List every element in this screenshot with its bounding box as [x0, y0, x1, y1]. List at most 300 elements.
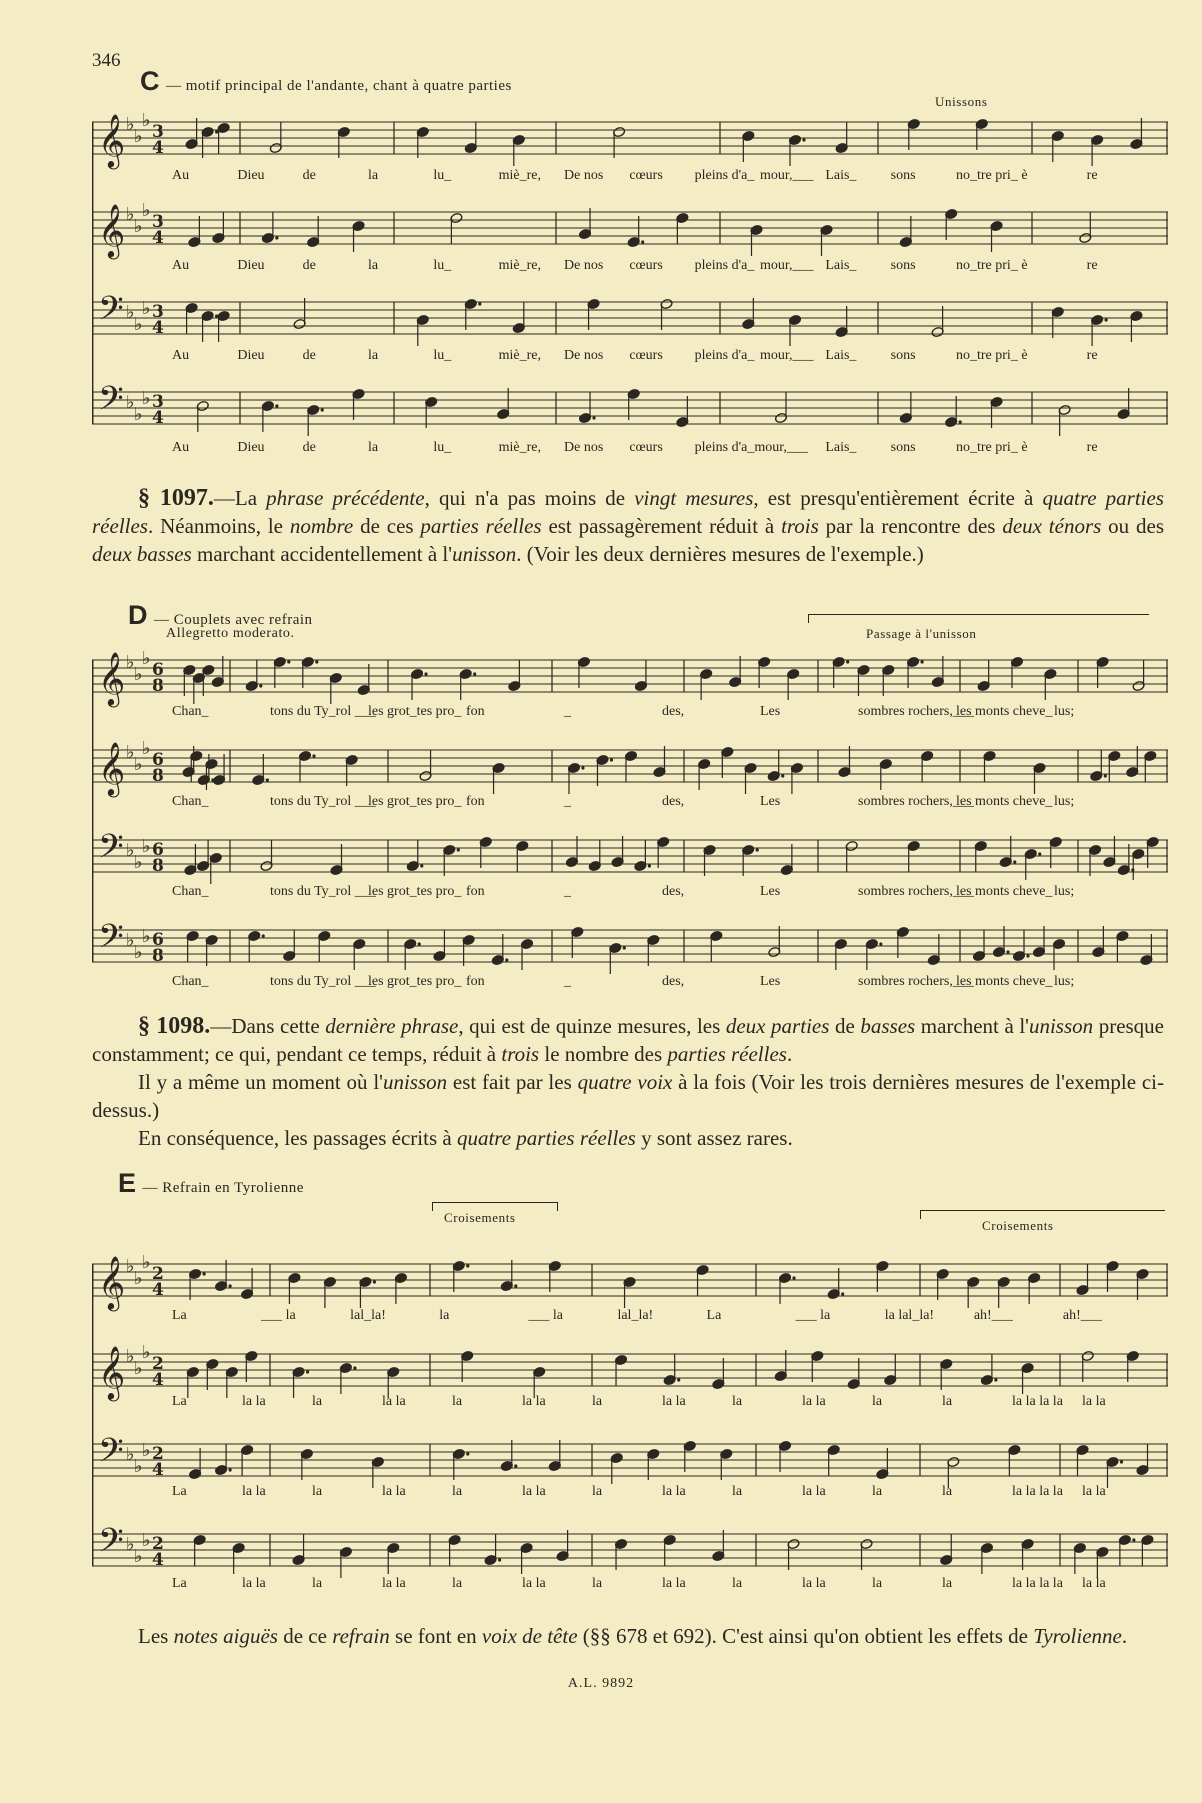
lyric-syllable: la: [312, 1394, 323, 1409]
lyric-syllable: les grot_tes pro_: [368, 974, 462, 989]
lyric-syllable: è: [1021, 258, 1028, 273]
lyric-syllable: la la: [242, 1576, 266, 1591]
lyric-syllable: la: [872, 1576, 883, 1591]
lyric-syllable: la la: [802, 1484, 826, 1499]
lyric-syllable: Dieu: [237, 440, 265, 455]
lyric-syllable: cœurs: [629, 440, 663, 455]
lyric-syllable: lu_: [433, 258, 452, 273]
lyric-syllable: sombres rochers,___: [858, 794, 974, 809]
flat-icon: ♭: [142, 738, 151, 759]
lyric-syllable: lu_: [433, 168, 452, 183]
section-d-letter: D: [128, 600, 148, 630]
lyric-syllable: la la la la: [1012, 1576, 1063, 1591]
lyric-syllable: Au: [172, 258, 190, 273]
flat-icon: ♭: [134, 1456, 143, 1477]
dot: [792, 1276, 795, 1279]
lyric-syllable: la la: [662, 1484, 686, 1499]
flat-icon: ♭: [126, 840, 135, 861]
lyric-syllable: la: [942, 1576, 953, 1591]
dot: [229, 1468, 232, 1471]
lyric-syllable: de: [302, 440, 316, 455]
staff-graphic-d: [92, 648, 1168, 1000]
lyric-syllable: sons: [890, 440, 916, 455]
lyric-syllable: la: [732, 1484, 743, 1499]
lyric-syllable: Au: [172, 168, 190, 183]
lyric-syllable: mour,___: [760, 258, 814, 273]
lyric-syllable: Au: [172, 440, 190, 455]
lyric-syllable: Dieu: [237, 348, 265, 363]
lyric-syllable: sons: [890, 348, 916, 363]
lyric-syllable: tons du Ty_rol ___: [270, 884, 376, 899]
bass-clef-icon: 𝄢: [98, 1522, 124, 1568]
flat-icon: ♭: [126, 302, 135, 323]
section-d-title: — Couplets avec refrain: [154, 612, 313, 628]
lyric-syllable: ___ la: [795, 1308, 831, 1323]
lyric-syllable: tons du Ty_rol ___: [270, 704, 376, 719]
lyric-syllable: Chan_: [172, 704, 209, 719]
lyric-syllable: pleins d'a_: [694, 258, 755, 273]
lyric-syllable: la la: [802, 1576, 826, 1591]
lyric-syllable: De nos: [564, 348, 604, 363]
flat-icon: ♭: [134, 314, 143, 335]
lyric-syllable: La: [172, 1576, 187, 1591]
lyric-syllable: lal_la!: [617, 1308, 654, 1323]
lyric-syllable: la: [452, 1394, 463, 1409]
lyric-syllable: sons: [890, 258, 916, 273]
dot: [1120, 1460, 1123, 1463]
time-signature-top: 3: [152, 122, 164, 142]
section-c-heading: [140, 66, 512, 97]
lyric-syllable: la la: [1082, 1576, 1106, 1591]
section-e-cross-label-1: Croisements: [444, 1210, 516, 1225]
score-system-e: [92, 1236, 1168, 1606]
time-signature-bottom: 8: [152, 856, 164, 876]
treble-clef-icon: 𝄞: [98, 651, 126, 705]
dot: [1132, 1538, 1135, 1541]
dot: [266, 778, 269, 781]
dot: [424, 672, 427, 675]
staves-group: [92, 1252, 1168, 1578]
lyric-syllable: è: [1021, 440, 1028, 455]
time-signature-bottom: 4: [152, 1370, 164, 1390]
dot: [920, 660, 923, 663]
lyric-syllable: la la: [382, 1484, 406, 1499]
lyric-syllable: _: [564, 704, 571, 719]
lyric-syllable: la lal_la!: [884, 1308, 935, 1323]
score-system-c: [92, 100, 1168, 460]
flat-icon: ♭: [142, 388, 151, 409]
lyric-syllable: la: [942, 1394, 953, 1409]
lyric-syllable: des,: [662, 884, 685, 899]
bass-clef-icon: 𝄢: [98, 828, 124, 874]
lyric-syllable: _: [564, 884, 571, 899]
lyric-syllable: pleins d'a_mour,___: [694, 440, 808, 455]
lyric-syllable: tons du Ty_rol ___: [270, 974, 376, 989]
dot: [581, 766, 584, 769]
lyric-syllable: des,: [662, 974, 685, 989]
lyric-syllable: de: [302, 348, 316, 363]
lyric-syllable: la: [592, 1394, 603, 1409]
lyric-syllable: Dieu: [237, 258, 265, 273]
lyric-syllable: cœurs: [629, 168, 663, 183]
flat-icon: ♭: [126, 930, 135, 951]
lyric-syllable: re: [1086, 168, 1098, 183]
dot: [478, 302, 481, 305]
section-e-cross-label-2: Croisements: [982, 1218, 1054, 1233]
lyric-syllable: la: [368, 348, 379, 363]
lyric-syllable: Les: [760, 794, 781, 809]
time-signature-bottom: 4: [152, 138, 164, 158]
treble-clef-icon: 𝄞: [98, 1345, 126, 1399]
lyric-syllable: la la: [382, 1576, 406, 1591]
lyric-syllable: sombres rochers,___: [858, 884, 974, 899]
dot: [781, 774, 784, 777]
section-e-heading: [118, 1168, 304, 1199]
lyric-syllable: ah!___: [1062, 1308, 1102, 1323]
lyric-syllable: fon: [466, 884, 485, 899]
dot: [641, 240, 644, 243]
dot: [623, 946, 626, 949]
paragraph-1098: § 1098.—Dans cette dernière phrase, qui est de quinze mesures, les deux parties de basses marchent à l'unisson presque constamment; ce qui, pendant ce temps, réduit à trois le nombre des parties réelles. Il y a même un moment où l'unisson est fait par les quatre voix à la fois (Voir les trois dernières mesures de l'exemple ci-dessus.) En conséquence, les passages écrits à quatre parties réelles y sont assez rares.: [92, 1013, 1165, 1150]
dot: [315, 660, 318, 663]
time-signature-top: 6: [152, 930, 164, 950]
time-signature-bottom: 4: [152, 318, 164, 338]
dot: [418, 942, 421, 945]
lyric-syllable: miè_re,: [498, 348, 542, 363]
treble-clef-icon: 𝄞: [98, 1255, 126, 1309]
dot: [203, 1272, 206, 1275]
lyric-syllable: les monts cheve_: [956, 704, 1053, 719]
flat-icon: ♭: [142, 1342, 151, 1363]
lyric-syllable: la: [872, 1484, 883, 1499]
staves-group: [92, 648, 1168, 974]
lyric-syllable: la la: [1082, 1394, 1106, 1409]
lyric-syllable: la: [312, 1484, 323, 1499]
lyric-syllable: re: [1086, 348, 1098, 363]
lyric-syllable: miè_re,: [498, 258, 542, 273]
lyric-syllable: Lais_: [825, 258, 857, 273]
lyric-syllable: les grot_tes pro_: [368, 884, 462, 899]
time-signature-bottom: 8: [152, 676, 164, 696]
dot: [514, 1284, 517, 1287]
dot: [846, 660, 849, 663]
lyric-syllable: fon: [466, 704, 485, 719]
dot: [879, 942, 882, 945]
flat-icon: ♭: [142, 110, 151, 131]
time-signature-bottom: 4: [152, 1550, 164, 1570]
bass-clef-icon: 𝄢: [98, 918, 124, 964]
lyric-syllable: la la: [522, 1394, 546, 1409]
dot: [312, 754, 315, 757]
lyric-syllable: la: [368, 440, 379, 455]
dot: [505, 958, 508, 961]
dot: [677, 1378, 680, 1381]
time-signature-top: 2: [152, 1534, 164, 1554]
dot: [215, 130, 218, 133]
dot: [259, 684, 262, 687]
lyric-syllable: la: [368, 168, 379, 183]
flat-icon: ♭: [126, 114, 135, 135]
lyric-syllable: fon: [466, 974, 485, 989]
lyric-syllable: des,: [662, 704, 685, 719]
lyric-syllable: De nos: [564, 258, 604, 273]
lyric-syllable: è: [1021, 348, 1028, 363]
flat-icon: ♭: [134, 1268, 143, 1289]
dot: [373, 1280, 376, 1283]
lyric-syllable: re: [1086, 440, 1098, 455]
dot: [420, 864, 423, 867]
lyric-syllable: la la: [522, 1484, 546, 1499]
dot: [994, 1378, 997, 1381]
time-signature-top: 2: [152, 1264, 164, 1284]
lyric-syllable: lu_: [433, 440, 452, 455]
flat-icon: ♭: [142, 298, 151, 319]
lyric-syllable: la la la la: [1012, 1484, 1063, 1499]
lyric-syllable: lus;: [1054, 884, 1075, 899]
flat-icon: ♭: [126, 204, 135, 225]
time-signature-bottom: 4: [152, 228, 164, 248]
flat-icon: ♭: [134, 404, 143, 425]
lyric-syllable: pleins d'a_: [694, 168, 755, 183]
lyric-syllable: Lais_: [825, 348, 857, 363]
lyric-syllable: ___ la: [261, 1308, 296, 1323]
flat-icon: ♭: [142, 1440, 151, 1461]
flat-icon: ♭: [142, 200, 151, 221]
dot: [841, 1292, 844, 1295]
flat-icon: ♭: [126, 392, 135, 413]
flat-icon: ♭: [134, 852, 143, 873]
time-signature-top: 2: [152, 1354, 164, 1374]
dot: [959, 420, 962, 423]
treble-clef-icon: 𝄞: [98, 203, 126, 257]
lyric-syllable: la: [592, 1484, 603, 1499]
lyric-syllable: La: [172, 1394, 187, 1409]
dot: [756, 848, 759, 851]
section-c-unison-label: Unissons: [935, 94, 988, 109]
bass-clef-icon: 𝄢: [98, 290, 124, 336]
plate-number: A.L. 9892: [567, 1676, 635, 1691]
lyric-syllable: la: [942, 1484, 953, 1499]
dot: [1104, 774, 1107, 777]
lyric-syllable: la la: [242, 1484, 266, 1499]
dot: [1026, 954, 1029, 957]
section-c-letter: C: [140, 66, 160, 96]
time-signature-bottom: 8: [152, 946, 164, 966]
lyric-syllable: La: [172, 1484, 187, 1499]
lyric-syllable: Dieu: [237, 168, 265, 183]
lyric-syllable: no_tre pri_: [956, 168, 1018, 183]
dot: [498, 1558, 501, 1561]
lyric-syllable: no_tre pri_: [956, 348, 1018, 363]
dot: [457, 848, 460, 851]
dot: [287, 660, 290, 663]
score-system-d: [92, 648, 1168, 1000]
lyric-syllable: lus;: [1054, 794, 1075, 809]
dot: [592, 416, 595, 419]
flat-icon: ♭: [142, 648, 151, 669]
lyric-syllable: cœurs: [629, 348, 663, 363]
lyric-syllable: la la: [1082, 1484, 1106, 1499]
lyric-syllable: la la: [802, 1394, 826, 1409]
section-d-tempo: Allegretto moderato.: [166, 626, 295, 641]
flat-icon: ♭: [126, 1346, 135, 1367]
section-d-unison-bracket: [808, 614, 1149, 623]
lyric-syllable: la: [732, 1576, 743, 1591]
flat-icon: ♭: [126, 1534, 135, 1555]
time-signature-top: 6: [152, 660, 164, 680]
paragraph-number: § 1098.: [138, 1013, 211, 1039]
dot: [321, 408, 324, 411]
lyric-syllable: La: [706, 1308, 722, 1323]
dot: [802, 138, 805, 141]
lyric-syllable: de: [302, 258, 316, 273]
dot: [275, 404, 278, 407]
dot: [648, 864, 651, 867]
lyric-syllable: La: [172, 1308, 187, 1323]
time-signature-top: 3: [152, 302, 164, 322]
lyric-syllable: De nos: [564, 440, 604, 455]
lyric-syllable: Chan_: [172, 794, 209, 809]
lyric-syllable: re: [1086, 258, 1098, 273]
lyric-syllable: les monts cheve_: [956, 794, 1053, 809]
dot: [353, 1366, 356, 1369]
paragraph-final: Les notes aiguës de ce refrain se font en voix de tête (§§ 678 et 692). C'est ainsi qu'on obtient les effets de Tyrolienne.: [138, 1624, 1128, 1648]
lyric-syllable: les monts cheve_: [956, 884, 1053, 899]
lyric-syllable: lus;: [1054, 974, 1075, 989]
flat-icon: ♭: [142, 1530, 151, 1551]
staff-graphic-e: [92, 1236, 1168, 1606]
flat-icon: ♭: [134, 216, 143, 237]
lyric-syllable: Chan_: [172, 884, 209, 899]
paragraph-number: § 1097.: [138, 485, 214, 511]
dot: [1006, 950, 1009, 953]
lyric-syllable: Les: [760, 704, 781, 719]
flat-icon: ♭: [134, 1358, 143, 1379]
bass-clef-icon: 𝄢: [98, 380, 124, 426]
time-signature-top: 6: [152, 750, 164, 770]
lyric-syllable: sombres rochers,___: [858, 704, 974, 719]
dot: [466, 1452, 469, 1455]
lyric-syllable: la: [592, 1576, 603, 1591]
lyric-syllable: la: [312, 1576, 323, 1591]
lyric-syllable: les monts cheve_: [956, 974, 1053, 989]
lyric-syllable: cœurs: [629, 258, 663, 273]
lyric-syllable: è: [1021, 168, 1028, 183]
lyric-syllable: la: [439, 1308, 450, 1323]
lyric-syllable: la: [368, 258, 379, 273]
lyric-syllable: _: [564, 794, 571, 809]
lyric-syllable: la la: [522, 1576, 546, 1591]
time-signature-bottom: 8: [152, 766, 164, 786]
section-e-title: — Refrain en Tyrolienne: [142, 1180, 304, 1196]
flat-icon: ♭: [134, 942, 143, 963]
dot: [229, 1284, 232, 1287]
lyric-syllable: sombres rochers,___: [858, 974, 974, 989]
lyric-syllable: de: [302, 168, 316, 183]
dot: [275, 236, 278, 239]
lyric-syllable: Au: [172, 348, 190, 363]
section-c-title: — motif principal de l'andante, chant à quatre parties: [166, 78, 512, 94]
dot: [1105, 318, 1108, 321]
flat-icon: ♭: [126, 1256, 135, 1277]
lyric-syllable: Les: [760, 884, 781, 899]
lyric-syllable: _: [564, 974, 571, 989]
lyric-syllable: Lais_: [825, 168, 857, 183]
lyric-syllable: des,: [662, 794, 685, 809]
lyric-syllable: De nos: [564, 168, 604, 183]
time-signature-top: 3: [152, 392, 164, 412]
lyric-syllable: la la: [662, 1576, 686, 1591]
dot: [466, 1264, 469, 1267]
dot: [262, 934, 265, 937]
flat-icon: ♭: [142, 926, 151, 947]
lyric-syllable: fon: [466, 794, 485, 809]
dot: [1013, 860, 1016, 863]
staff-graphic-c: [92, 100, 1168, 460]
lyric-syllable: ah!___: [973, 1308, 1013, 1323]
lyric-syllable: la la: [242, 1394, 266, 1409]
lyric-syllable: la: [452, 1576, 463, 1591]
treble-clef-icon: 𝄞: [98, 113, 126, 167]
lyric-syllable: sons: [890, 168, 916, 183]
dot: [514, 1464, 517, 1467]
lyric-syllable: la la: [382, 1394, 406, 1409]
dot: [1038, 852, 1041, 855]
paragraph-1097: § 1097.—La phrase précédente, qui n'a pas moins de vingt mesures, est presqu'entièrement écrite à quatre parties réelles. Néanmoins, le nombre de ces parties réelles est passagèrement réduit à trois par la rencontre des deux ténors ou des deux basses marchant accidentellement à l'unisson. (Voir les deux dernières mesures de l'exemple.): [92, 485, 1165, 566]
lyric-syllable: tons du Ty_rol ___: [270, 794, 376, 809]
time-signature-top: 3: [152, 212, 164, 232]
lyric-syllable: miè_re,: [498, 440, 542, 455]
lyric-syllable: ___ la: [528, 1308, 563, 1323]
flat-icon: ♭: [126, 742, 135, 763]
page-number: 346: [92, 50, 121, 71]
flat-icon: ♭: [134, 664, 143, 685]
lyric-syllable: mour,___: [760, 348, 814, 363]
lyric-syllable: pleins d'a_: [694, 348, 755, 363]
lyric-syllable: les grot_tes pro_: [368, 704, 462, 719]
time-signature-bottom: 4: [152, 1280, 164, 1300]
lyric-syllable: la: [452, 1484, 463, 1499]
lyric-syllable: no_tre pri_: [956, 440, 1018, 455]
flat-icon: ♭: [142, 836, 151, 857]
time-signature-bottom: 4: [152, 408, 164, 428]
flat-icon: ♭: [134, 126, 143, 147]
lyric-syllable: la la la la: [1012, 1394, 1063, 1409]
lyric-syllable: mour,___: [760, 168, 814, 183]
lyric-syllable: Les: [760, 974, 781, 989]
dot: [473, 672, 476, 675]
treble-clef-icon: 𝄞: [98, 741, 126, 795]
flat-icon: ♭: [134, 754, 143, 775]
lyric-syllable: les grot_tes pro_: [368, 794, 462, 809]
lyric-syllable: la la: [662, 1394, 686, 1409]
lyric-syllable: Lais_: [825, 440, 857, 455]
lyric-syllable: miè_re,: [498, 168, 542, 183]
section-d-unison-label: Passage à l'unisson: [866, 626, 977, 641]
lyric-syllable: lal_la!: [350, 1308, 386, 1323]
flat-icon: ♭: [126, 652, 135, 673]
dot: [610, 758, 613, 761]
lyric-syllable: Chan_: [172, 974, 209, 989]
flat-icon: ♭: [126, 1444, 135, 1465]
bass-clef-icon: 𝄢: [98, 1432, 124, 1478]
lyric-syllable: no_tre pri_: [956, 258, 1018, 273]
time-signature-bottom: 4: [152, 1460, 164, 1480]
flat-icon: ♭: [134, 1546, 143, 1567]
dot: [306, 1370, 309, 1373]
time-signature-top: 2: [152, 1444, 164, 1464]
lyric-syllable: la: [732, 1394, 743, 1409]
